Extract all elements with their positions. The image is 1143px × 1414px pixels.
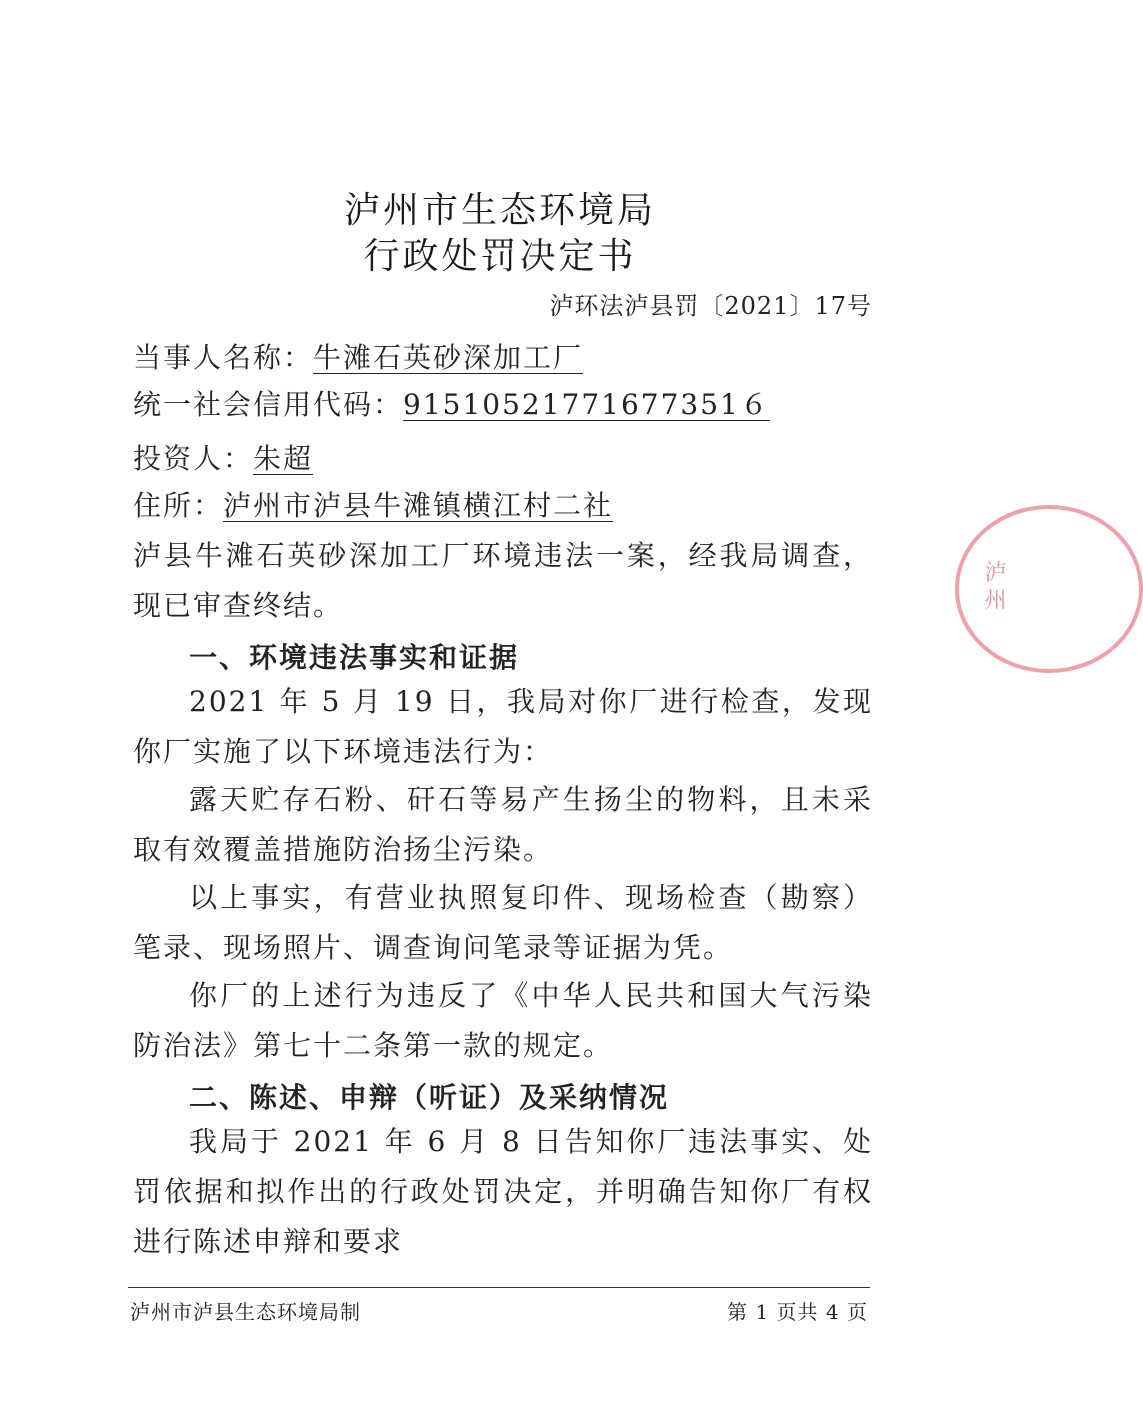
footer-issuer: 泸州市泸县生态环境局制 [130, 1300, 361, 1324]
official-seal-text: 泸州 [981, 560, 1006, 616]
agency-title: 泸州市生态环境局 [343, 190, 656, 231]
document-number: 泸环法泸县罚〔2021〕17号 [549, 292, 872, 320]
section1-paragraph-1: 2021 年 5 月 19 日，我局对你厂进行检查，发现你厂实施了以下环境违法行为： [133, 685, 873, 768]
investor-label: 投资人： [133, 442, 254, 475]
section2-paragraph-1: 我局于 2021 年 6 月 8 日告知你厂违法事实、处罚依据和拟作出的行政处罚决定，并明确告知你厂有权进行陈述申辩和要求 [133, 1125, 873, 1258]
document-type-title: 行政处罚决定书 [363, 236, 637, 277]
credit-code-line [133, 383, 770, 423]
section2-heading: 二、陈述、申辩（听证）及采纳情况 [189, 1081, 670, 1114]
address-line [133, 484, 613, 524]
section1-paragraph-4: 你厂的上述行为违反了《中华人民共和国大气污染防治法》第七十二条第一款的规定。 [133, 979, 873, 1062]
credit-code-label: 统一社会信用代码： [133, 388, 404, 421]
address-value: 泸州市泸县牛滩镇横江村二社 [223, 489, 614, 522]
footer-page-number: 第 1 页共 4 页 [727, 1300, 868, 1324]
party-name-value: 牛滩石英砂深加工厂 [313, 341, 584, 374]
intro-paragraph: 泸县牛滩石英砂深加工厂环境违法一案，经我局调查，现已审查终结。 [133, 539, 873, 622]
party-name-line [133, 336, 583, 376]
address-label: 住所： [133, 489, 224, 522]
credit-code-value: 91510521771677351６ [403, 388, 770, 421]
investor-line [133, 437, 313, 477]
section1-heading: 一、环境违法事实和证据 [189, 641, 520, 674]
investor-value: 朱超 [253, 442, 314, 475]
section1-paragraph-3: 以上事实，有营业执照复印件、现场检查（勘察）笔录、现场照片、调查询问笔录等证据为凭。 [133, 881, 873, 964]
section1-paragraph-2: 露天贮存石粉、矸石等易产生扬尘的物料，且未采取有效覆盖措施防治扬尘污染。 [133, 783, 873, 866]
party-name-label: 当事人名称： [133, 341, 314, 374]
footer-divider [128, 1287, 870, 1288]
